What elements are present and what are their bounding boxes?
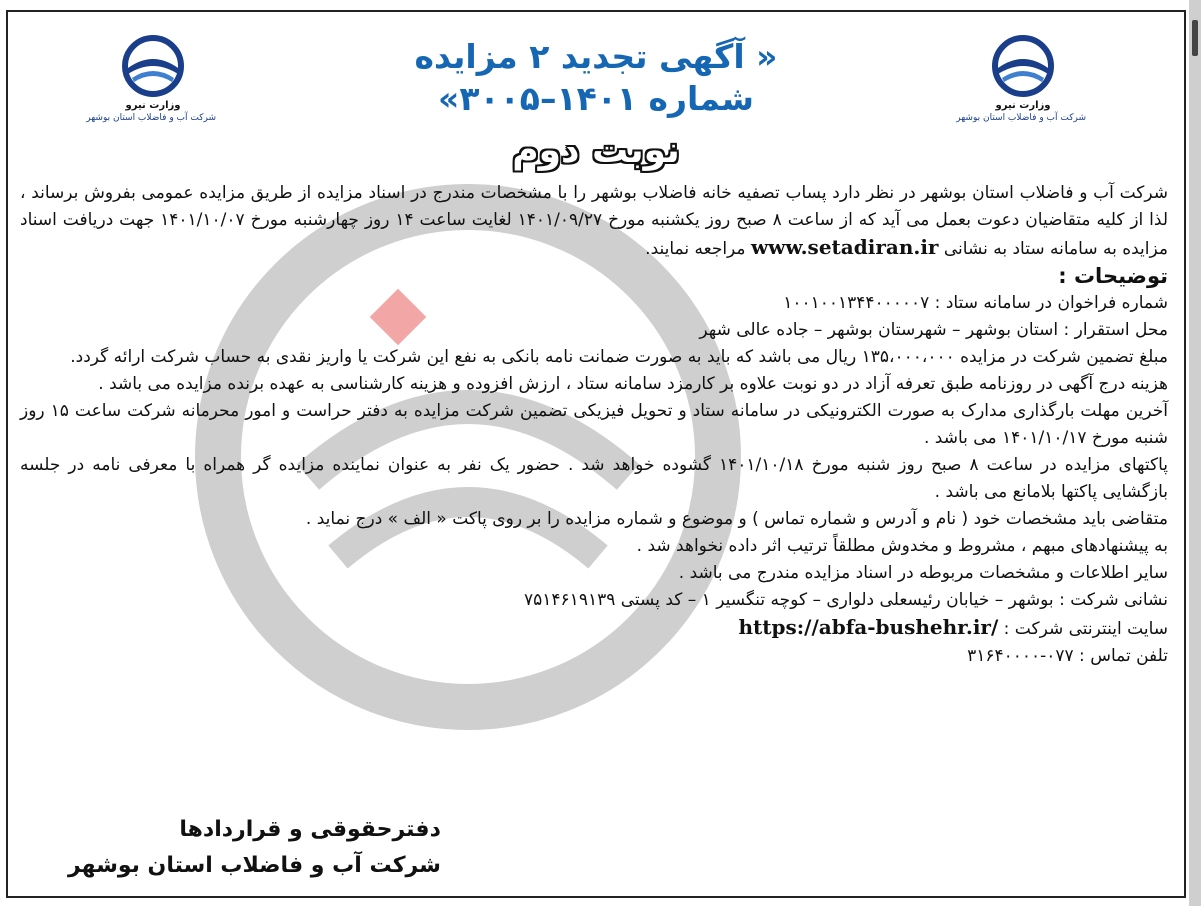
- company-website-row: [20, 614, 1168, 643]
- scrollbar-thumb[interactable]: [1192, 20, 1198, 56]
- intro-paragraph: [20, 180, 1168, 263]
- logo-company-text: شرکت آب و فاضلاب استان بوشهر: [956, 113, 1086, 123]
- intro-tail: مراجعه نمایند.: [645, 239, 746, 259]
- note-item: متقاضی باید مشخصات خود ( نام و آدرس و شماره تماس ) و موضوع و شماره مزایده را بر روی پاکت « الف » درج نماید .: [305, 509, 1168, 529]
- logo-ministry-text: وزارت نیرو: [995, 100, 1051, 111]
- note-item: مبلغ تضمین شرکت در مزایده ۱۳۵،۰۰۰،۰۰۰ ریال می باشد که باید به صورت ضمانت نامه بانکی به نفع این شرکت یا واریز نقدی به حساب شرکت ارائه گردد.: [70, 347, 1168, 367]
- signature-line-2: شرکت آب و فاضلاب استان بوشهر: [68, 853, 441, 878]
- note-item: آخرین مهلت بارگذاری مدارک به صورت الکترونیکی در سامانه ستاد و تحویل فیزیکی تضمین شرکت مزایده به دفتر حراست و امور محرمانه شرکت ساعت ۱۵ روز شنبه مورخ ۱۴۰۱/۱۰/۱۷ می باشد .: [20, 401, 1168, 448]
- intro-text: شرکت آب و فاضلاب استان بوشهر در نظر دارد پساب تصفیه خانه فاضلاب بوشهر را با مشخصات مندرج در اسناد مزایده از طریق مزایده عمومی بفروش برساند ، لذا از کلیه متقاضیان دعوت بعمل می آید که از ساعت ۸ صبح روز یکشنبه مورخ ۱۴۰۱/۰۹/۲۷ لغایت ساعت ۱۴ روز چهارشنبه مورخ ۱۴۰۱/۱۰/۰۷ جهت دریافت اسناد مزایده به سامانه ستاد به نشانی: [20, 183, 1168, 259]
- ad-body: [20, 180, 1168, 670]
- title-line-1: « آگهی تجدید ۲ مزایده: [414, 37, 778, 76]
- note-item: هزینه درج آگهی در روزنامه طبق تعرفه آزاد در دو نوبت علاوه بر کارمزد سامانه ستاد ، ارزش افزوده و هزینه کارشناسی به عهده برنده مزایده می باشد .: [98, 374, 1168, 394]
- round-label: نوبت دوم: [512, 130, 680, 171]
- ad-frame: [6, 10, 1186, 898]
- ad-title: [8, 36, 1184, 120]
- notes-heading: توضیحات :: [1058, 264, 1168, 288]
- note-item: پاکتهای مزایده در ساعت ۸ صبح روز شنبه مورخ ۱۴۰۱/۱۰/۱۸ گشوده خواهد شد . حضور یک نفر به عنوان نماینده مزایده گر همراه با معرفی نامه در جلسه بازگشایی پاکتها بلامانع می باشد .: [20, 455, 1168, 502]
- website-label: سایت اینترنتی شرکت :: [1003, 619, 1168, 639]
- scrollbar[interactable]: [1189, 0, 1201, 906]
- note-item: سایر اطلاعات و مشخصات مربوطه در اسناد مزایده مندرج می باشد .: [678, 563, 1168, 583]
- note-item: محل استقرار : استان بوشهر – شهرستان بوشهر – جاده عالی شهر: [699, 320, 1168, 340]
- note-item: نشانی شرکت : بوشهر – خیابان رئیسعلی دلواری – کوچه تنگسیر ۱ – کد پستی ۷۵۱۴۶۱۹۱۳۹: [524, 590, 1168, 610]
- logo-ministry-text: وزارت نیرو: [125, 100, 181, 111]
- title-line-2: شماره ۱۴۰۱–۳۰۰۵»: [438, 79, 754, 118]
- note-item: به پیشنهادهای مبهم ، مشروط و مخدوش مطلقاً ترتیب اثر داده نخواهد شد .: [636, 536, 1168, 556]
- logo-company-text: شرکت آب و فاضلاب استان بوشهر: [86, 113, 216, 123]
- phone-row: تلفن تماس : ۰۷۷-۳۱۶۴۰۰۰۰: [967, 646, 1168, 666]
- signature-line-1: دفترحقوقی و قراردادها: [179, 817, 441, 842]
- company-website-link[interactable]: https://abfa-bushehr.ir/: [738, 615, 999, 639]
- signature-block: [68, 812, 441, 884]
- setadiran-link[interactable]: www.setadiran.ir: [750, 235, 939, 259]
- note-item: شماره فراخوان در سامانه ستاد : ۱۰۰۱۰۰۱۳۴۴۰۰۰۰۰۷: [783, 293, 1168, 313]
